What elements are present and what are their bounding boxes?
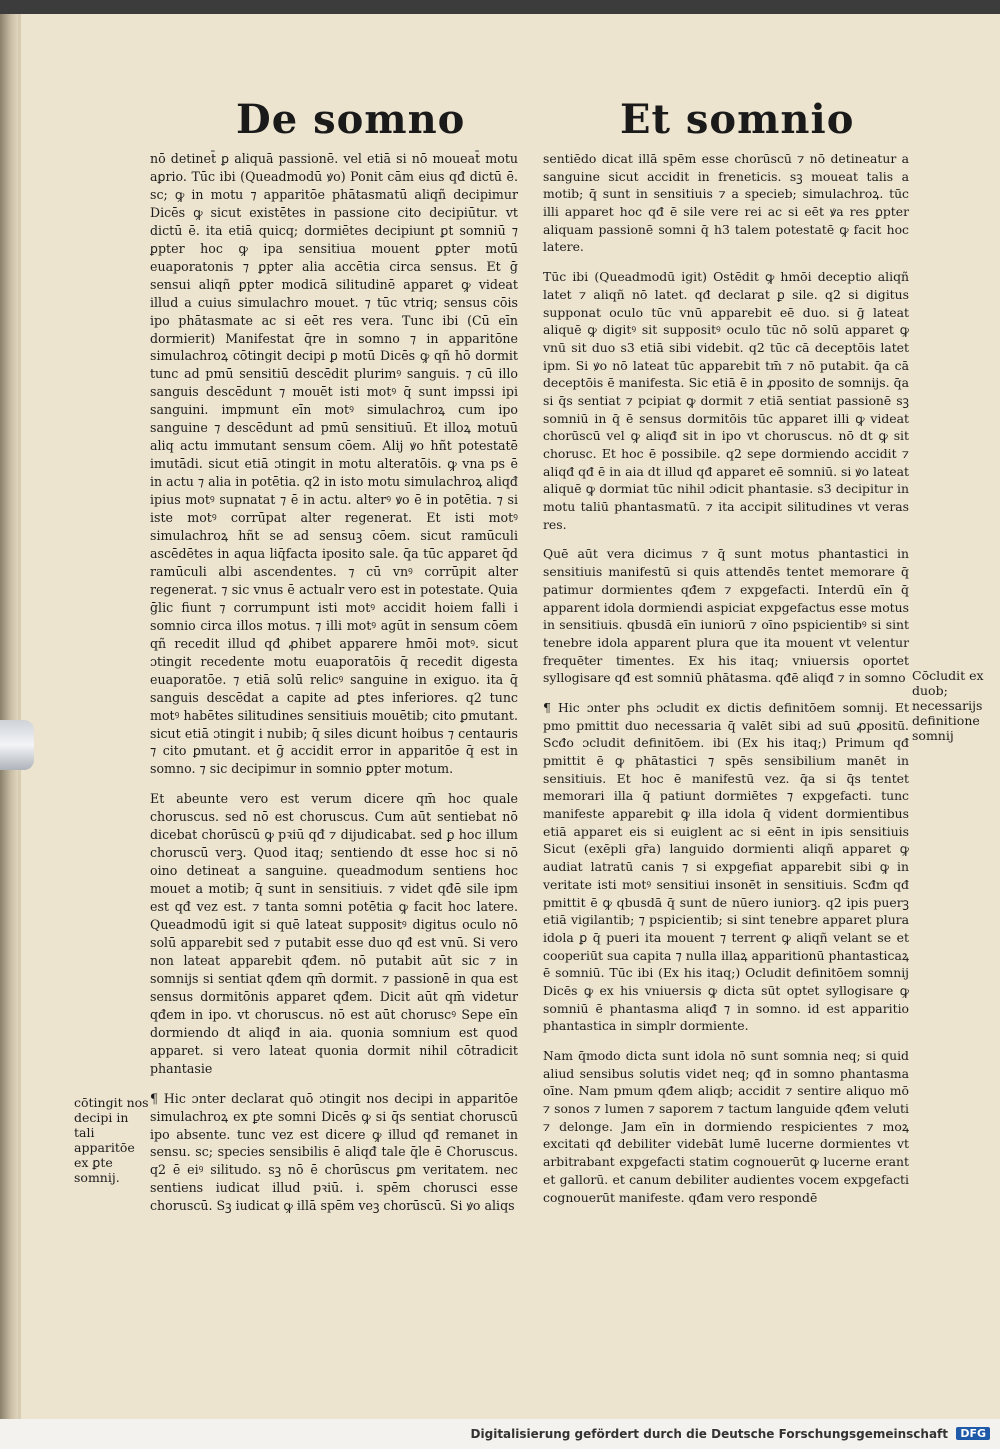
- digitization-credit: Digitalisierung gefördert durch die Deutsche Forschungsgemeinschaft: [470, 1427, 948, 1441]
- dfg-logo: DFG: [956, 1427, 990, 1440]
- page-clip: [0, 720, 34, 770]
- right-text-column: [543, 150, 909, 1206]
- paragraph: Et abeunte vero est verum dicere qm̄ hoc quale choruscus. sed nō est choruscus. Cum aūt sentiebat nō dicebat chorūscū ꝙ pꝛiū qđ ⁊ dijudicabat. sed ꝑ hoc illum choruscū verꝫ. Quod itaq; sentiendo dt esse hoc si nō oino detineat a sanguine. queadmodum sentiens hoc mouet a motib; q̄ sunt in sensitiuis. ⁊ videt qđē sile ipm est qđ vez est. ⁊ tanta somni potētia ꝙ facit hoc latere. Queadmodū igit si quē lateat suppositꝰ digitus oculo nō solū apparebit sed ⁊ putabit esse duo qđ est vnū. Si vero non lateat apparebit qđem. nō putabit aūt sic ⁊ in somnijs si sentiat qđem qm̄ dormit. ⁊ passionē in qua est sensus dormitōnis apparet qđem. Dicit aūt qm̄ videtur qđem in ipo. vt choruscus. nō est aūt choruscꝰ Sepe eīn dormiendo dt aliqđ in aia. quonia somnium est quod apparet. si vero lateat quonia dormit nihil cōtradicit phantasie: [150, 791, 518, 1076]
- page-stack-edge: [0, 14, 18, 1419]
- paragraph: ¶ Hic ɔnter phs ɔcludit ex dictis definitōem somnij. Et pmo pmittit duo necessaria q̄ valēt sibi ad suū ꝓpositū. Scđo ɔcludit definitōem. ibi (Ex his itaq;) Primum qđ pmittit ē ꝙ phātastici ⁊ spēs sensibilium manēt in sensitiuis. Et hoc ē manifestū vez. q̄a si q̄s tentet memorari illa q̄ patiunt dormiētes ⁊ expgefacti. tunc manifeste apparebit ꝙ illa idola q̄ vident dormientibus etiā apparet eis si euiglent ac si eēnt in ipis sensitiuis Sicut (exēpli gr̄a) languido dormienti aliqñ apparet ꝙ audiat latratū canis ⁊ si expgefiat apparebit sibi ꝙ in veritate isti motꝰ sensitiui insonēt in sensitiuis. Scđm qđ pmittit ē ꝙ qbusdā q̄ sunt de nūero iuniorꝫ. q2 ipis puerꝫ etiā vigilantib; ⁊ pspicientib; si sint tenebre apparet plura idola ꝑ q̄ pueri ita mouent ⁊ terrent ꝙ aliqñ velant se et cooperiūt sua capita ⁊ nulla illaꝝ apparitionū phantasticaꝝ ē somniū. Tūc ibi (Ex his itaq;) Ocludit definitōem somnij Dicēs ꝙ ex his vniuersis ꝙ dicta sūt optet syllogisare ꝙ somniū ē phantasma aliqđ ⁊ in somno. id est apparitio phantastica in simplr dormiente.: [543, 699, 909, 1034]
- paragraph: ¶ Hic ɔnter declarat quō ɔtingit nos decipi in apparitōe simulachroꝝ ex ꝑte somni Dicēs ꝙ si q̄s sentiat choruscū ipo absente. tunc vez est dicere ꝙ illud qđ remanet in sensu. sc; species sensibilis ē aliqđ tale q̄le ē Choruscus. q2 ē eiꝰ silitudo. sꝫ nō ē chorūscus ꝑm veritatem. nec sentiens iudicat illud pꝛiū. i. spēm chorusci esse choruscū. Sꝫ iudicat ꝙ illā spēm veꝫ chorūscū. Si ꝟo aliqs: [150, 1090, 518, 1214]
- paragraph: Nam q̄modo dicta sunt idola nō sunt somnia neq; si quid aliud sensibus solutis videt neq; qđ in somno phantasma oīne. Nam pmum qđem aliqb; accidit ⁊ sentire aliquo mō ⁊ sonos ⁊ lumen ⁊ saporem ⁊ tactum languide qđem veluti ⁊ delonge. Jam eīn in dormiendo respicientes ⁊ moꝝ excitati qđ debiliter videbāt lumē lucerne dormientes vt arbitrabant expgefacti statim cognouerūt ꝙ lucerne erant et gallorū. et canum debiliter audientes vocem expgefacti cognouerūt manifeste. qđam vero respondē: [543, 1048, 909, 1205]
- paragraph: nō detinet̄ ꝑ aliquā passionē. vel etiā si nō moueat̄ motu aꝑrio. Tūc ibi (Queadmodū ꝟo) Ponit cām eius qđ dictū ē. sc; ꝙ in motu ⁊ apparitōe phātasmatū aliqñ decipimur Dicēs ꝙ sicut existētes in passione cito decipiūtur. vt dictū ē. ita etiā quicq; dormiētes decipiunt ꝑt somniū ⁊ ꝑpter hoc ꝙ ipa sensitiua mouent ꝑpter motū euaporatonis ⁊ ꝑpter alia accētia circa sensus. Et ḡ sensui aliqñ ꝑpter modicā silitudinē apparet ꝙ videat illud a cuius simulachro mouet. ⁊ tūc vtriq; sensus cōis ipo phātasmate ac si eēt res vera. Tunc ibi (Cū eīn dormierit) Manifestat q̄re in somno ⁊ in apparitōne simulachroꝝ cōtingit decipi ꝑ motū Dicēs ꝙ qñ hō dormit tunc ad pmū sensitiū descēdit plurimꝰ sanguis. ⁊ cū illo sanguis descēdunt ⁊ mouēt isti motꝰ q̄ sunt impssi ipi sanguini. impmunt eīn motꝰ simulachroꝝ cum ipo sanguine ⁊ descēdunt ad pmū sensitiuū. Et illoꝝ motuū aliq actu immutant sensum cōem. Alij ꝟo hñt potestatē imutādi. sicut etiā ɔtingit in motu alteratōis. ꝙ vna ps ē in actu ⁊ alia in potētia. q2 in isto motu simulachroꝝ aliqđ ipius motꝰ supnatat ⁊ ē in actu. alterꝰ ꝟo ē in potētia. ⁊ si iste motꝰ corrūpat alter regenerat. Et isti motꝰ simulachroꝝ hñt se ad sensuꝫ cōem. sicut ramūculi ascēdētes in aqua liq̄facta iposito sale. q̄a tūc apparet q̄d ramūculi albi ascendentes. ⁊ cū vnꝰ corrūpit alter regenerat. ⁊ sic vnus ē actualr vero est in potestate. Quia ḡlic fiunt ⁊ corrumpunt isti motꝰ accidit hoiem falli i somnio circa illos motus. ⁊ illi motꝰ agūt in sensum cōem qñ recedit illud qđ ꝓhibet apparere hmōi motꝰ. sicut ɔtingit recedente motu euaporatōis q̄ recedit digesta euaporatōe. ⁊ etiā solū relicꝰ sanguine in exiguo. ita q̄ sanguis descēdat a capite ad ꝑtes inferiores. q2 tunc motꝰ habētes silitudines sensitiuis mouētib; cito ꝑmutant. sicut etiā ɔtingit i nubib; q̄ siles dicunt hoibus ⁊ centauris ⁊ cito ꝑmutant. et ḡ accidit error in apparitōe q̄ est in somno. ⁊ sic decipimur in somnio ꝑpter motum.: [150, 151, 518, 777]
- paragraph: sentiēdo dicat illā spēm esse chorūscū ⁊ nō detineatur a sanguine sicut accidit in freneticis. sꝫ moueat talis a motib; q̄ sunt in sensitiuis ⁊ a specieb; simulachroꝝ. tūc illi apparet hoc qđ ē sile vere rei ac si eēt ꝟa res ꝑpter aliquam passionē somni q̄ h3 talem potestatē ꝙ facit hoc latere.: [543, 151, 909, 255]
- running-head-left: De somno: [236, 96, 466, 143]
- paragraph: Quē aūt vera dicimus ⁊ q̄ sunt motus phantastici in sensitiuis manifestū si quis attendēs tentet memorare q̄ patimur dormientes qđem ⁊ expgefacti. Interdū eīn q̄ apparent idola dormiendi aspiciat expgefactus esse motus in sensitiuis. qbusdā eīn iuniorū ⁊ oīno pspicientibꝰ si sint tenebre idola apparent plura que ita mouent vt velentur frequēter timentes. Ex his itaq; vniuersis oportet syllogisare qđ est somniū phātasma. qđē aliqđ ⁊ in somno: [543, 546, 909, 686]
- margin-note-right: Cōcludit ex duob; necessarijs definitione somnij: [912, 668, 984, 743]
- margin-note-left: cōtingit nos decipi in tali apparitōe ex ꝑte somnij.: [74, 1095, 149, 1185]
- left-text-column: [150, 150, 518, 1215]
- running-head-right: Et somnio: [620, 96, 855, 143]
- paragraph: Tūc ibi (Queadmodū igit) Ostēdit ꝙ hmōi deceptio aliqñ latet ⁊ aliqñ nō latet. qđ declarat ꝑ sile. q2 si digitus supponat oculo tūc vnū apparebit eē duo. si ḡ lateat aliquē ꝙ digitꝰ sit suppositꝰ oculo tūc nō solū apparet ꝙ vnū sit duo s3 etiā sibi videbit. q2 tūc cā deceptōis latet ipm. Si ꝟo nō lateat tūc apparebit tm̄ ⁊ nō putabit. q̄a cā deceptōis ē manifesta. Sic etiā ē in ꝓposito de somnijs. q̄a si q̄s sentiat ⁊ pcipiat ꝙ dormit ⁊ etiā sentiat passionē sꝫ somniū in q̄ ē sensus dormitōis tūc apparet illi ꝙ videat chorūscū vel ꝙ aliqđ sit in ipo vt choruscus. nō dt ꝙ sit chorusc. Et hoc ē possibile. q2 sepe dormiendo accidit ⁊ aliqđ qđ ē in aia dt illud qđ apparet eē somniū. si ꝟo lateat aliquē ꝙ dormiat tūc nihil ɔdicit phantasie. s3 decipitur in motu taliū phantasmatū. ⁊ ita accipit silitudines vt veras res.: [543, 269, 909, 532]
